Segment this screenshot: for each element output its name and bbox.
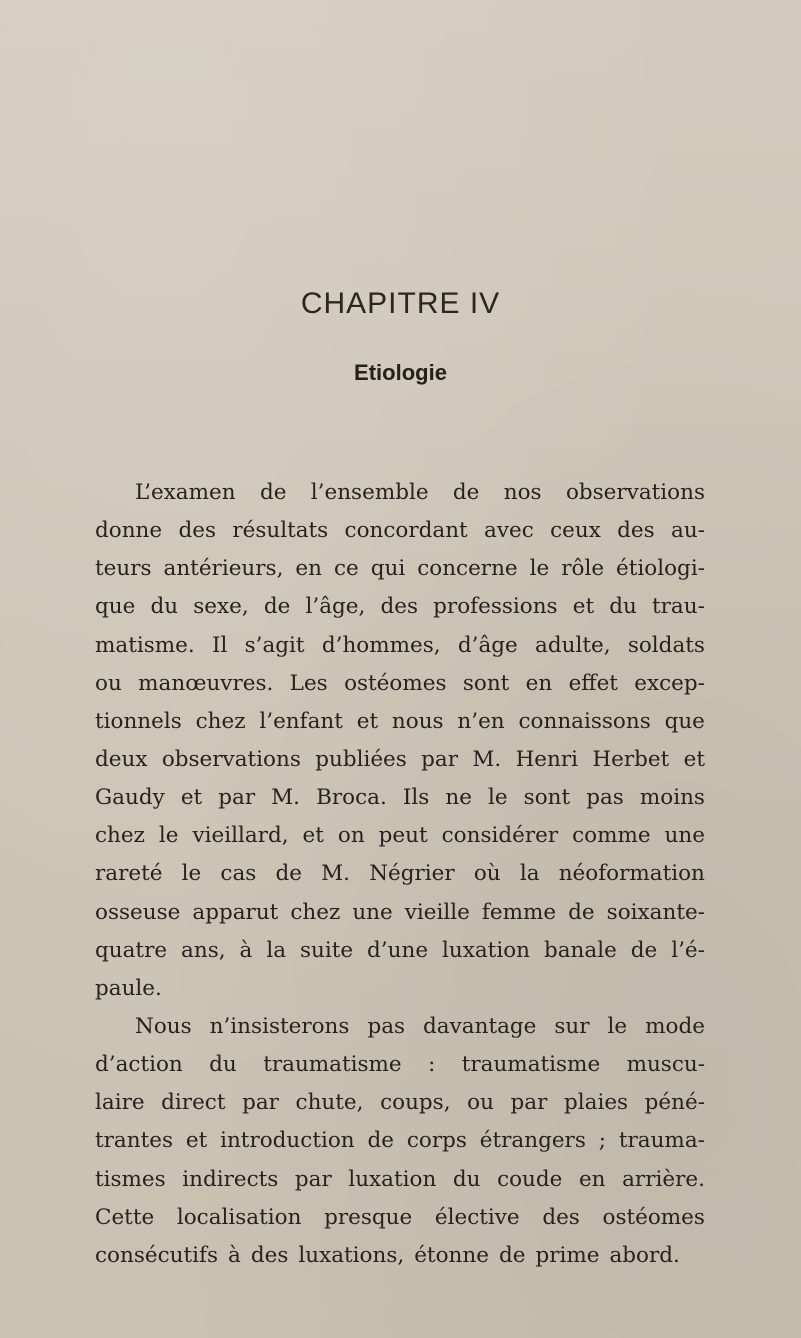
text-line: tismes indirects par luxation du coude en arrière. (95, 1166, 705, 1192)
text-line: ou manœuvres. Les ostéomes sont en effet excep- (95, 670, 705, 696)
text-line: Nous n’insisterons pas davantage sur le mode (135, 1013, 705, 1039)
text-line: matisme. Il s’agit d’hommes, d’âge adulte, soldats (95, 632, 705, 658)
text-line: rareté le cas de M. Négrier où la néoformation (95, 861, 705, 887)
text-line: donne des résultats concordant avec ceux des au- (95, 518, 705, 544)
section-title: Etiologie (354, 360, 447, 385)
text-line: trantes et introduction de corps étrangers ; trauma- (95, 1128, 705, 1154)
body-text (95, 474, 705, 1275)
text-line: quatre ans, à la suite d’une luxation banale de l’é- (95, 937, 705, 963)
text-line: paule. (95, 975, 162, 1001)
text-line: tionnels chez l’enfant et nous n’en connaissons que (95, 708, 705, 734)
text-line: osseuse apparut chez une vieille femme de soixante- (95, 899, 705, 925)
chapter-title: CHAPITRE IV (300, 287, 501, 320)
text-line: Gaudy et par M. Broca. Ils ne le sont pas moins (95, 785, 705, 811)
text-line: teurs antérieurs, en ce qui concerne le rôle étiologi- (95, 556, 705, 582)
text-line: d’action du traumatisme : traumatisme muscu- (95, 1052, 705, 1078)
text-line: deux observations publiées par M. Henri Herbet et (95, 746, 705, 772)
text-line: consécutifs à des luxations, étonne de prime abord. (95, 1242, 680, 1268)
text-line: chez le vieillard, et on peut considérer comme une (95, 823, 705, 849)
text-line: laire direct par chute, coups, ou par plaies péné- (95, 1090, 705, 1116)
text-line: Cette localisation presque élective des ostéomes (95, 1204, 705, 1230)
text-line: que du sexe, de l’âge, des professions et du trau- (95, 594, 705, 620)
text-line: L’examen de l’ensemble de nos observations (135, 480, 705, 505)
